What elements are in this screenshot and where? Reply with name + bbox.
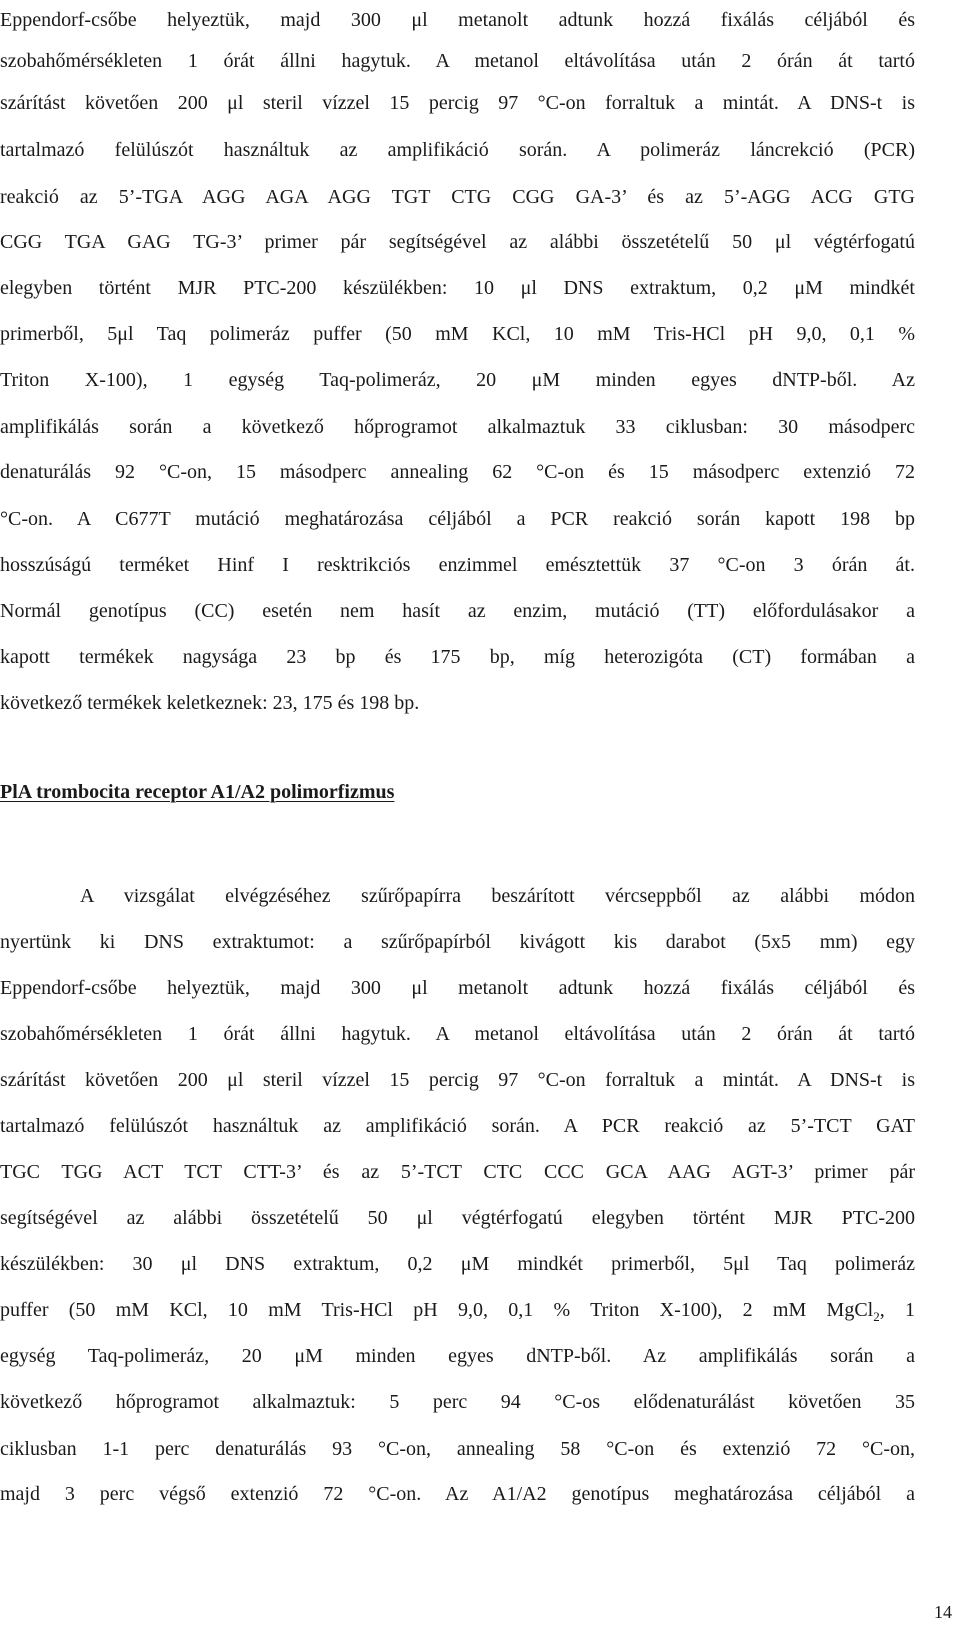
text-line: primerből, 5μl Taq polimeráz puffer (50 mM KCl, 10 mM Tris-HCl pH 9,0, 0,1 %	[0, 323, 915, 345]
text-line: TGC TGG ACT TCT CTT-3’ és az 5’-TCT CTC CCC GCA AAG AGT-3’ primer pár	[0, 1161, 915, 1183]
text-line: kapott termékek nagysága 23 bp és 175 bp, míg heterozigóta (CT) formában a	[0, 646, 915, 668]
page-number: 14	[934, 1602, 952, 1622]
text-line: ciklusban 1-1 perc denaturálás 93 °C-on, annealing 58 °C-on és extenzió 72 °C-on,	[0, 1438, 915, 1460]
text-line: Eppendorf-csőbe helyeztük, majd 300 μl metanolt adtunk hozzá fixálás céljából és	[0, 9, 915, 31]
text-line: következő hőprogramot alkalmaztuk: 5 perc 94 °C-os elődenaturálást követően 35	[0, 1391, 915, 1413]
subscript: 2	[873, 1309, 880, 1324]
text-line: következő termékek keletkeznek: 23, 175 és 198 bp.	[0, 692, 420, 714]
text-line: reakció az 5’-TGA AGG AGA AGG TGT CTG CGG GA-3’ és az 5’-AGG ACG GTG	[0, 186, 915, 208]
text-line: szárítást követően 200 μl steril vízzel 15 percig 97 °C-on forraltuk a mintát. A DNS-t is	[0, 1069, 915, 1091]
text-line: A vizsgálat elvégzéséhez szűrőpapírra beszárított vércseppből az alábbi módon	[80, 885, 915, 907]
text-line: tartalmazó felülúszót használtuk az amplifikáció során. A polimeráz láncrekció (PCR)	[0, 139, 915, 161]
text-line: segítségével az alábbi összetételű 50 μl végtérfogatú elegyben történt MJR PTC-200	[0, 1207, 915, 1229]
text-line: szobahőmérsékleten 1 órát állni hagytuk. A metanol eltávolítása után 2 órán át tartó	[0, 1023, 915, 1045]
text-line: készülékben: 30 μl DNS extraktum, 0,2 μM mindkét primerből, 5μl Taq polimeráz	[0, 1253, 915, 1275]
text-line: egység Taq-polimeráz, 20 μM minden egyes dNTP-ből. Az amplifikálás során a	[0, 1345, 915, 1367]
text-line: tartalmazó felülúszót használtuk az amplifikáció során. A PCR reakció az 5’-TCT GAT	[0, 1115, 915, 1137]
text-line: majd 3 perc végső extenzió 72 °C-on. Az A1/A2 genotípus meghatározása céljából a	[0, 1483, 915, 1505]
text-line: denaturálás 92 °C-on, 15 másodperc annealing 62 °C-on és 15 másodperc extenzió 72	[0, 461, 915, 483]
text-segment: puffer (50 mM KCl, 10 mM Tris-HCl pH 9,0, 0,1 % Triton X-100), 2 mM MgCl	[0, 1299, 874, 1321]
text-line: CGG TGA GAG TG-3’ primer pár segítségével az alábbi összetételű 50 μl végtérfogatú	[0, 231, 915, 253]
text-line-mgcl	[0, 1290, 915, 1330]
text-line: amplifikálás során a következő hőprogramot alkalmaztuk 33 ciklusban: 30 másodperc	[0, 416, 915, 438]
text-line: Eppendorf-csőbe helyeztük, majd 300 μl metanolt adtunk hozzá fixálás céljából és	[0, 977, 915, 999]
text-line: Triton X-100), 1 egység Taq-polimeráz, 20 μM minden egyes dNTP-ből. Az	[0, 369, 915, 391]
text-line: nyertünk ki DNS extraktumot: a szűrőpapírból kivágott kis darabot (5x5 mm) egy	[0, 931, 915, 953]
text-line: szárítást követően 200 μl steril vízzel 15 percig 97 °C-on forraltuk a mintát. A DNS-t is	[0, 92, 915, 114]
text-segment: , 1	[879, 1299, 916, 1321]
text-line: elegyben történt MJR PTC-200 készülékben: 10 μl DNS extraktum, 0,2 μM mindkét	[0, 277, 915, 299]
text-line: hosszúságú terméket Hinf I resktrikciós enzimmel emésztettük 37 °C-on 3 órán át.	[0, 554, 915, 576]
text-line: °C-on. A C677T mutáció meghatározása céljából a PCR reakció során kapott 198 bp	[0, 508, 915, 530]
text-line: Normál genotípus (CC) esetén nem hasít az enzim, mutáció (TT) előfordulásakor a	[0, 600, 915, 622]
text-line: szobahőmérsékleten 1 órát állni hagytuk. A metanol eltávolítása után 2 órán át tartó	[0, 50, 915, 72]
section-heading: PlA trombocita receptor A1/A2 polimorfizmus	[0, 781, 395, 803]
